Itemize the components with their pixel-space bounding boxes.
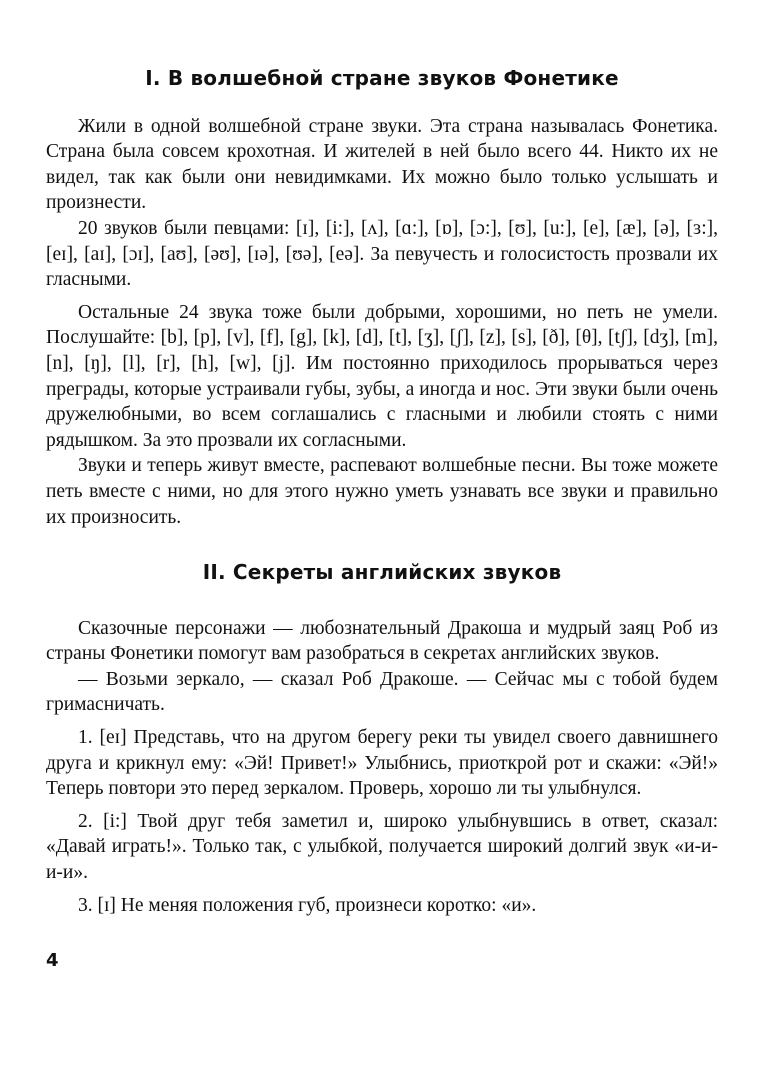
section-1-paragraph-4: Звуки и теперь живут вместе, распевают волшебные песни. Вы тоже можете петь вместе с ними, но для этого нужно уметь узнавать все звуки и правильно их произносить.	[46, 455, 718, 528]
section-1-paragraph-3: Остальные 24 звука тоже были добрыми, хорошими, но петь не умели. Послушайте: [b], [p], [v], [f], [g], [k], [d], [t], [ʒ], [ʃ], [z], [s], [ð], [θ], [tʃ], [dʒ], [m], [n], [ŋ], [l], [r], [h], [w], [j]. Им постоянно приходилось прорываться через преграды, которые устраивали губы, зубы, а иногда и нос. Эти звуки были очень дружелюбными, во всем соглашались с гласными и любили стоять с ними рядышком. За это прозвали их согласными.	[46, 301, 718, 451]
page-content	[46, 62, 718, 918]
section-1-title: I. В волшебной стране звуков Фонетике	[145, 66, 619, 90]
section-2-item-3: 3. [ɪ] Не меняя положения губ, произнеси коротко: «и».	[78, 894, 537, 916]
section-2-item-1: 1. [eɪ] Представь, что на другом берегу реки ты увидел своего давнишнего друга и крикнул ему: «Эй! Привет!» Улыбнись, приоткрой рот и скажи: «Эй!» Теперь повтори это перед зеркалом. Проверь, хорошо ли ты улыбнулся.	[46, 727, 718, 800]
section-2-item-2: 2. [i:] Твой друг тебя заметил и, широко улыбнувшись в ответ, сказал: «Давай играть!». Только так, с улыбкой, получается широкий долгий звук «и-и-и-и».	[46, 810, 718, 884]
section-2-paragraph-2: — Возьми зеркало, — сказал Роб Дракоше. — Сейчас мы с тобой будем гримасничать.	[46, 668, 718, 716]
section-1-paragraph-2: 20 звуков были певцами: [ɪ], [i:], [ʌ], [ɑ:], [ɒ], [ɔ:], [ʊ], [u:], [e], [æ], [ə], [ɜ:], [eɪ], [aɪ], [ɔɪ], [aʊ], [əʊ], [ɪə], [ʊə], [eə]. За певучесть и голосистость прозвали их гласными.	[46, 217, 718, 291]
section-1-paragraph-1: Жили в одной волшебной стране звуки. Эта страна называлась Фонетика. Страна была совсем крохотная. И жителей в ней было всего 44. Никто их не видел, так как были они невидимками. Их можно было только услышать и произнести.	[46, 115, 718, 214]
section-2-paragraph-1: Сказочные персонажи — любознательный Дракоша и мудрый заяц Роб из страны Фонетики помогут вам разобраться в секретах английских звуков.	[46, 617, 718, 665]
page-number: 4	[46, 950, 59, 971]
section-2-title: II. Секреты английских звуков	[202, 560, 562, 585]
